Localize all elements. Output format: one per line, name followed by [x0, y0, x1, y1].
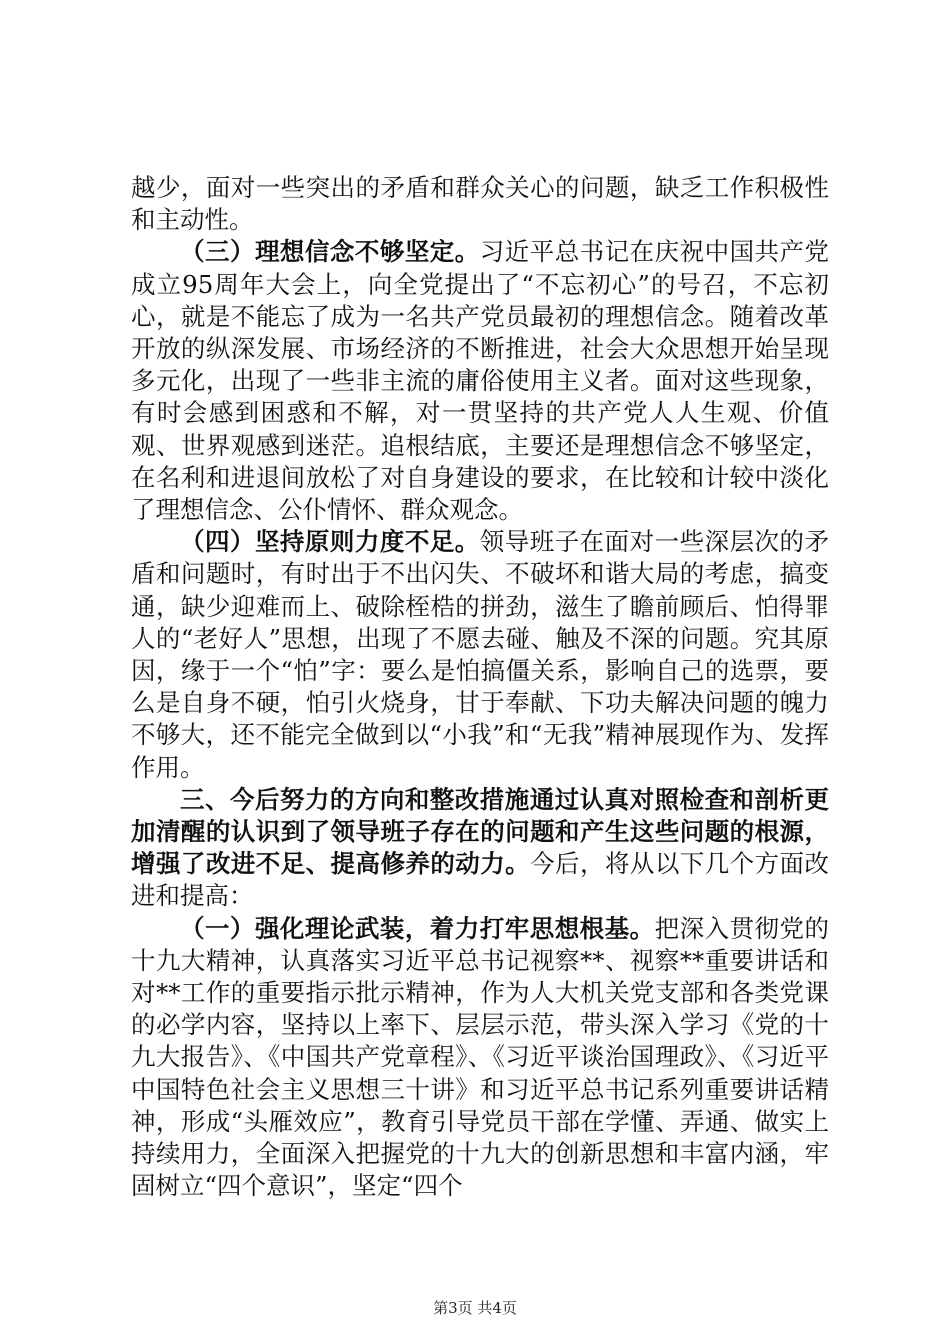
paragraph-lead: （三）理想信念不够坚定。: [180, 237, 480, 267]
paragraph-text: 习近平总书记在庆祝中国共产党成立95周年大会上，向全党提出了“不忘初心”的号召，不忘初心，就是不能忘了成为一名共产党员最初的理想信念。随着改革开放的纵深发展、市场经济的不断推进，社会大众思想开始呈现多元化，出现了一些非主流的庸俗使用主义者。面对这些现象，有时会感到困惑和不解，对一贯坚持的共产党人人生观、价值观、世界观感到迷茫。追根结底，主要还是理想信念不够坚定，在名利和进退间放松了对自身建设的要求，在比较和计较中淡化了理想信念、公仆情怀、群众观念。: [131, 237, 830, 525]
paragraph-text: 越少，面对一些突出的矛盾和群众关心的问题，缺乏工作积极性和主动性。: [131, 173, 829, 235]
document-body: [131, 172, 829, 1203]
paragraph-lead: （四）坚持原则力度不足。: [180, 527, 480, 557]
paragraph-principles: [131, 526, 829, 784]
section-heading: 三、今后努力的方向和整改措施通过认真对照检查和剖析更加清醒的认识到了领导班子存在的问题和产生这些问题的根源，增强了改进不足、提高修养的动力。: [131, 784, 829, 879]
paragraph-theory: [131, 913, 829, 1203]
paragraph-lead: （一）强化理论武装，着力打牢思想根基。: [180, 913, 655, 943]
paragraph-text: 今后，将从以下几个方面改进和提高：: [131, 849, 829, 911]
section-heading-three: [131, 784, 829, 913]
paragraph-ideals-beliefs: [131, 236, 829, 526]
paragraph-text: 把深入贯彻党的十九大精神，认真落实习近平总书记视察**、视察**重要讲话和对**工作的重要指示批示精神，作为人大机关党支部和各类党课的必学内容，坚持以上率下、层层示范，带头深入学习《党的十九大报告》、《中国共产党章程》、《习近平谈治国理政》、《习近平中国特色社会主义思想三十讲》和习近平总书记系列重要讲话精神，形成“头雁效应”，教育引导党员干部在学懂、弄通、做实上持续用力，全面深入把握党的十九大的创新思想和丰富内涵，牢固树立“四个意识”，坚定“四个: [131, 913, 830, 1201]
paragraph-continuation: [131, 172, 829, 236]
page-footer: 第3页 共4页: [433, 1299, 517, 1317]
paragraph-text: 领导班子在面对一些深层次的矛盾和问题时，有时出于不出闪失、不破坏和谐大局的考虑，搞变通，缺少迎难而上、破除桎梏的拼劲，滋生了瞻前顾后、怕得罪人的“老好人”思想，出现了不愿去碰、触及不深的问题。究其原因，缘于一个“怕”字：要么是怕搞僵关系，影响自己的选票，要么是自身不硬，怕引火烧身，甘于奉献、下功夫解决问题的魄力不够大，还不能完全做到以“小我”和“无我”精神展现作为、发挥作用。: [131, 527, 830, 782]
